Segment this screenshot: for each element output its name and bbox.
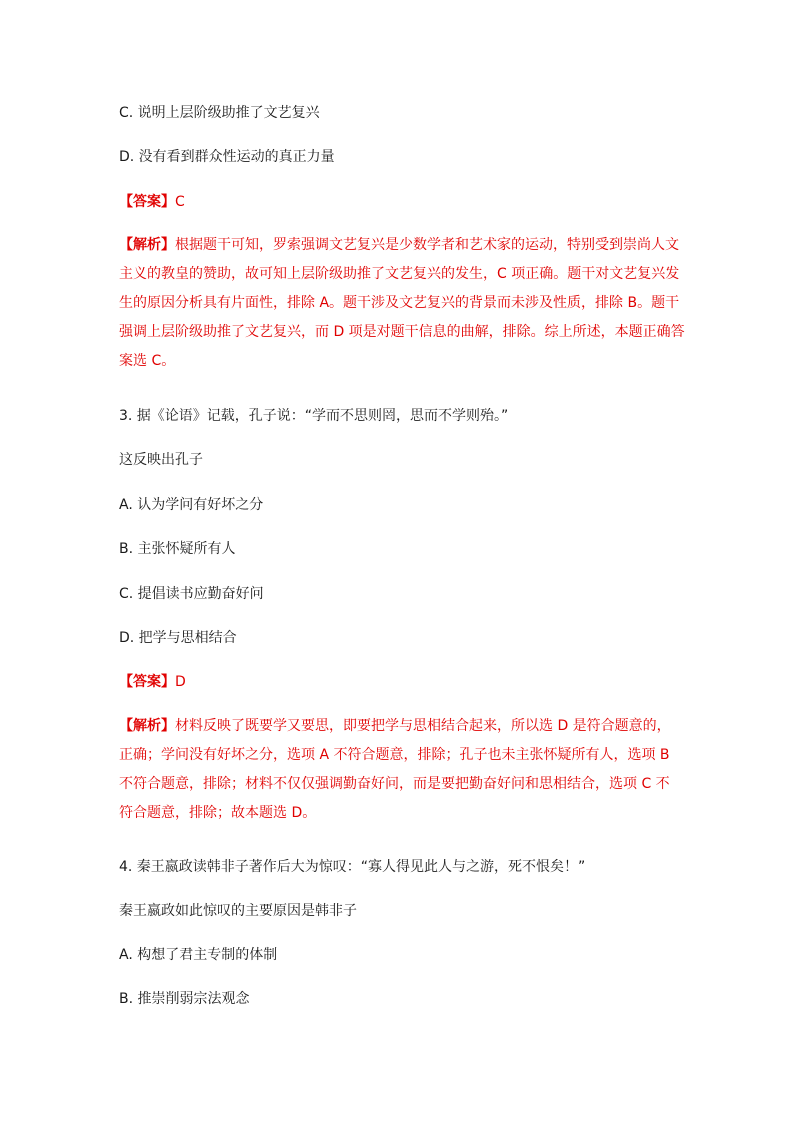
q2-analysis	[119, 231, 685, 376]
analysis-line: 根据题干可知，罗索强调文艺复兴是少数学者和艺术家的运动，特别受到崇尚人文	[175, 237, 679, 253]
q4-option-b: B. 推崇削弱宗法观念	[119, 991, 250, 1007]
q3-stem: 3. 据《论语》记载，孔子说：“学而不思则罔，思而不学则殆。”	[119, 408, 509, 424]
q2-option-c: C. 说明上层阶级助推了文艺复兴	[119, 105, 320, 121]
answer-value: D	[175, 674, 186, 690]
q2-answer	[119, 192, 185, 212]
q4-stem: 4. 秦王嬴政读韩非子著作后大为惊叹：“寡人得见此人与之游，死不恨矣！”	[119, 859, 586, 875]
q3-option-c: C. 提倡读书应勤奋好问	[119, 586, 264, 602]
analysis-line: 不符合题意，排除；材料不仅仅强调勤奋好问，而是要把勤奋好问和思相结合，选项 C 不	[119, 776, 670, 792]
q3-stem-continued: 这反映出孔子	[119, 452, 203, 468]
q3-option-b: B. 主张怀疑所有人	[119, 541, 236, 557]
analysis-line: 材料反映了既要学又要思，即要把学与思相结合起来，所以选 D 是符合题意的，	[175, 718, 671, 734]
analysis-line: 符合题意，排除；故本题选 D。	[119, 805, 317, 821]
answer-label: 【答案】	[119, 674, 175, 690]
q3-option-d: D. 把学与思相结合	[119, 630, 237, 646]
analysis-line: 正确；学问没有好坏之分，选项 A 不符合题意，排除；孔子也未主张怀疑所有人，选项 B	[119, 747, 670, 763]
analysis-line: 主义的教皇的赞助，故可知上层阶级助推了文艺复兴的发生，C 项正确。题干对文艺复兴发	[119, 266, 680, 282]
analysis-line: 强调上层阶级助推了文艺复兴，而 D 项是对题干信息的曲解，排除。综上所述，本题正确答	[119, 324, 685, 340]
q3-option-a: A. 认为学问有好坏之分	[119, 497, 264, 513]
answer-value: C	[175, 194, 185, 210]
q2-option-d: D. 没有看到群众性运动的真正力量	[119, 149, 335, 165]
q3-answer	[119, 672, 186, 692]
analysis-label: 【解析】	[119, 718, 175, 734]
analysis-line: 案选 C。	[119, 353, 176, 369]
analysis-label: 【解析】	[119, 237, 175, 253]
analysis-line: 生的原因分析具有片面性，排除 A。题干涉及文艺复兴的背景而未涉及性质，排除 B。题干	[119, 295, 680, 311]
q4-stem-continued: 秦王嬴政如此惊叹的主要原因是韩非子	[119, 903, 357, 919]
q4-option-a: A. 构想了君主专制的体制	[119, 947, 278, 963]
answer-label: 【答案】	[119, 194, 175, 210]
q3-analysis	[119, 712, 675, 828]
